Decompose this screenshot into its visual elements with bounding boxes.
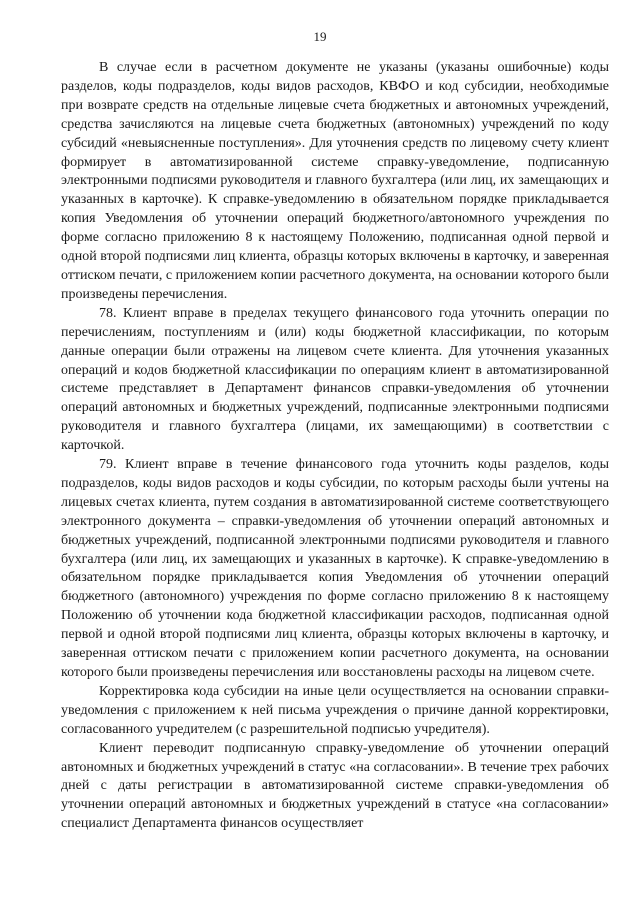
page-number: 19 [313,29,327,44]
paragraph-clause-78: 78. Клиент вправе в пределах текущего финансового года уточнить операции по перечислениям, поступлениям и (или) коды бюджетной классификации, по которым данные операции были отражены на лицевом счете клиента. Для уточнения указанных операций и кодов бюджетной классификации по операциям клиент в автоматизированной системе представляет в Департамент финансов справки-уведомления об уточнении операций автономных и бюджетных учреждений, подписанные электронными подписями руководителя и главного бухгалтера (лицами, их замещающими) в соответствии с карточкой. [61,305,609,454]
paragraph-unclear-payments: В случае если в расчетном документе не указаны (указаны ошибочные) коды разделов, коды подразделов, коды видов расходов, КВФО и код субсидии, необходимые при возврате средств на отдельные лицевые счета бюджетных и автономных учреждений, средства зачисляются на лицевые счета бюджетных (автономных) учреждений по коду субсидий «невыясненные поступления». Для уточнения средств по лицевому счету клиент формирует в автоматизированной системе справку-уведомление, подписанную электронными подписями руководителя и главного бухгалтера (или лиц, их замещающих и указанных в карточке). К справке-уведомлению в обязательном порядке прикладывается копия Уведомления об уточнении операций бюджетного/автономного учреждения по форме согласно приложению 8 к настоящему Положению, подписанная одной первой и одной второй подписями лиц клиента, образцы которых включены в карточку, и заверенная оттиском печати, с приложением копии расчетного документа, на основании которого были произведены перечисления. [61,60,609,302]
page-body [61,59,609,834]
paragraph-approval-status: Клиент переводит подписанную справку-уведомление об уточнении операций автономных и бюджетных учреждений в статус «на согласовании». В течение трех рабочих дней с даты регистрации в автоматизированной системе справки-уведомления об уточнении операций автономных и бюджетных учреждений в статусе «на согласовании» специалист Департамента финансов осуществляет [61,740,609,832]
paragraph-subsidy-code-correction: Корректировка кода субсидии на иные цели осуществляется на основании справки-уведомления с приложением к ней письма учреждения о причине данной корректировки, согласованного учредителем (с разрешительной подписью учредителя). [61,683,609,737]
paragraph-clause-79: 79. Клиент вправе в течение финансового года уточнить коды разделов, коды подразделов, коды видов расходов и коды субсидии, по которым расходы были учтены на лицевых счетах клиента, путем создания в автоматизированной системе соответствующего электронного документа – справки-уведомления об уточнении операций автономных и бюджетных учреждений, подписанной электронными подписями руководителя и главного бухгалтера (или лиц, их замещающих и указанных в карточке). К справке-уведомлению в обязательном порядке прикладывается копия Уведомления об уточнении операций бюджетного (автономного) учреждения по форме согласно приложению 8 к настоящему Положению об уточнении кода бюджетной классификации расходов, подписанная одной первой и одной второй подписями лиц клиента, образцы которых включены в карточку, и заверенная оттиском печати с приложением копии расчетного документа, на основании которого были произведены перечисления или восстановлены расходы на лицевом счете. [61,457,609,680]
